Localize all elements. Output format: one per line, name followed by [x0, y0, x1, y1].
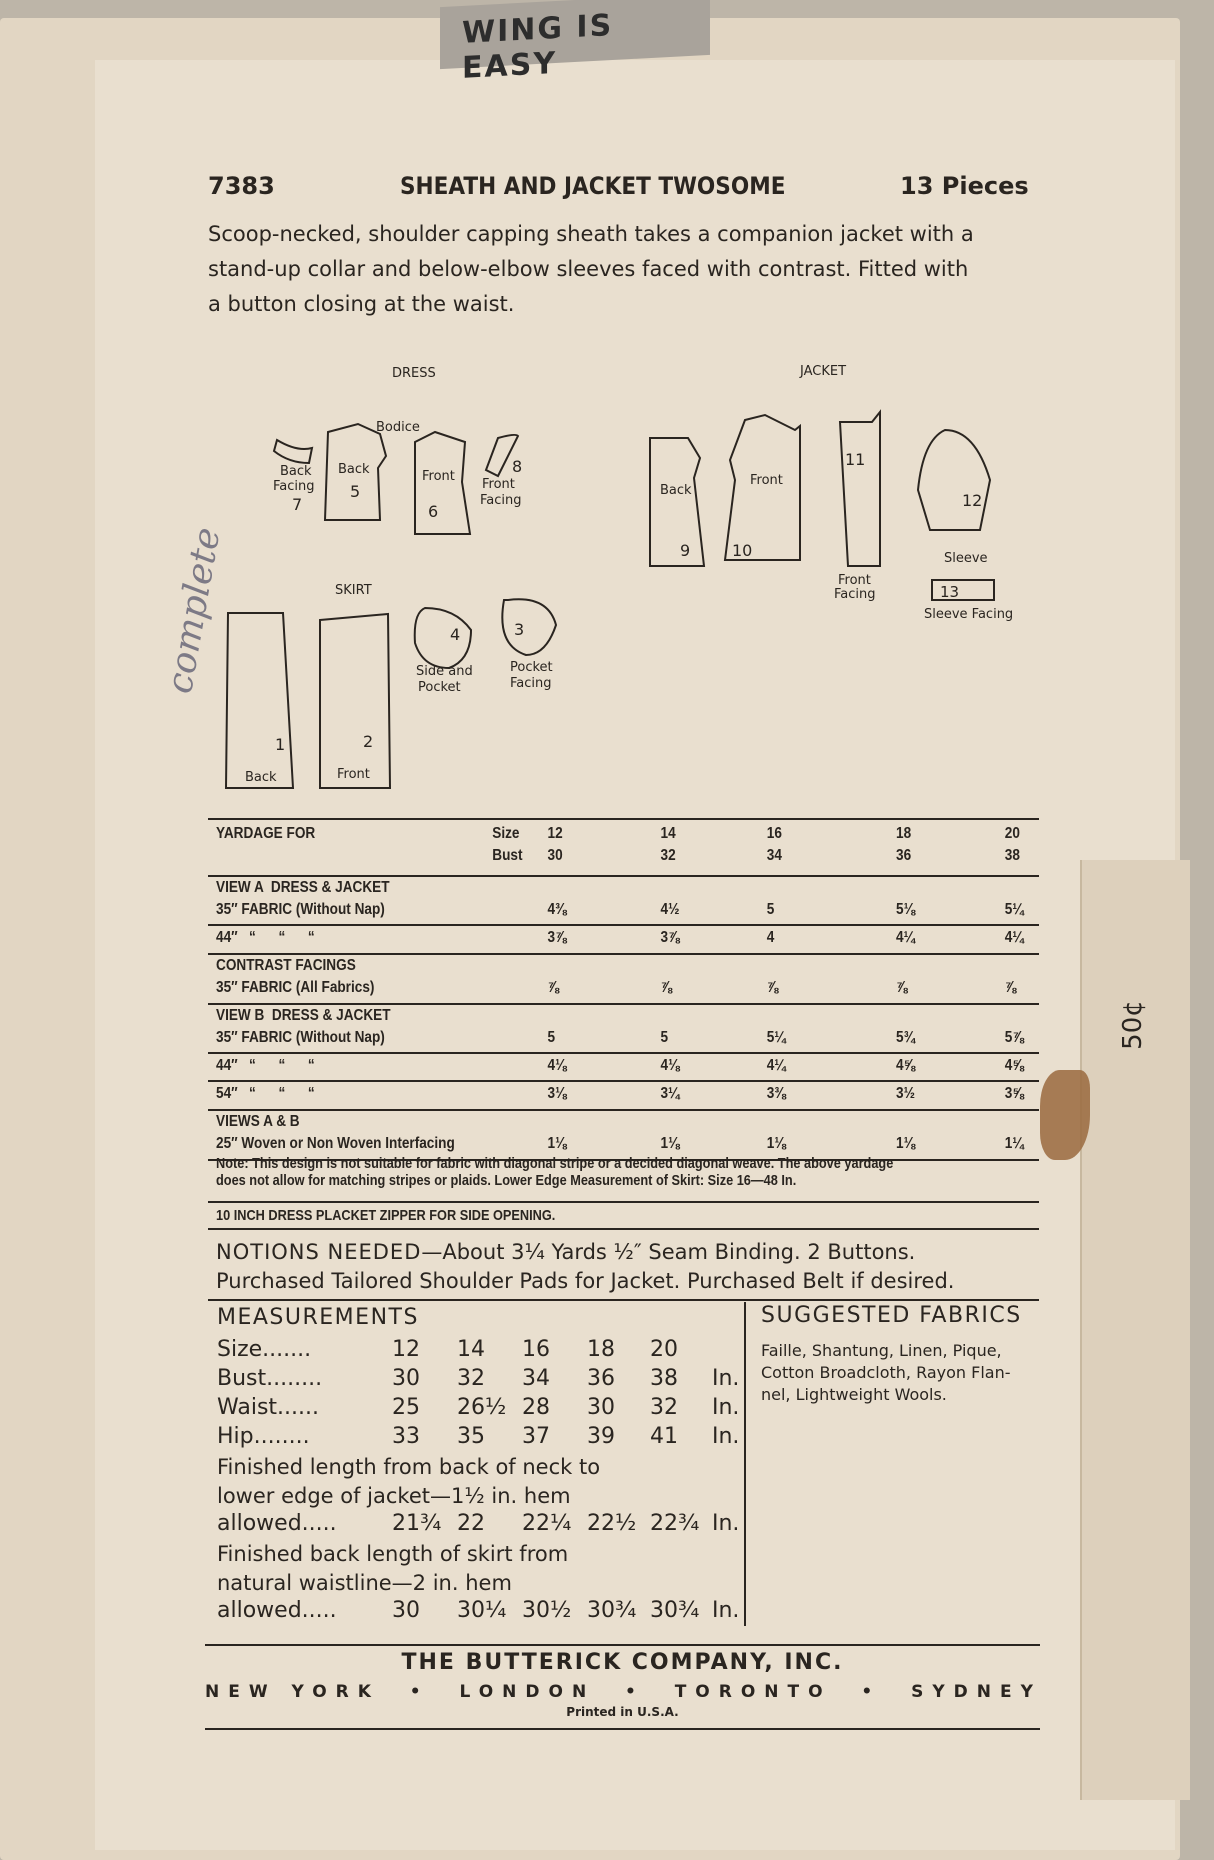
unit: In.: [712, 1511, 740, 1536]
text-line: lower edge of jacket—1½ in. hem: [217, 1484, 571, 1508]
yardage-value: 3⅝: [1004, 1085, 1024, 1102]
piece-skirt-back: [226, 613, 293, 788]
piece-back-facing: [274, 440, 312, 463]
company-cities: NEW YORK • LONDON • TORONTO • SYDNEY: [205, 1682, 1042, 1702]
rule: [208, 1003, 1039, 1005]
measurement-value: 30¾: [587, 1598, 637, 1623]
measurement-value: 38: [650, 1366, 678, 1391]
yardage-value: 4⅜: [547, 901, 567, 918]
size: 14: [660, 825, 676, 842]
yardage-row: [216, 1029, 1024, 1051]
unit: In.: [712, 1395, 740, 1420]
measurement-value: 32: [457, 1366, 485, 1391]
yardage-value: 5¼: [1004, 901, 1024, 918]
piece-number: 6: [428, 502, 439, 521]
yardage-value: 4⅝: [896, 1057, 915, 1074]
piece-label: Pocket: [510, 660, 553, 675]
measurement-value: 22: [457, 1511, 485, 1536]
yardage-group-title: CONTRAST FACINGS: [216, 957, 356, 974]
measurement-value: 37: [522, 1424, 550, 1449]
rule: [208, 953, 1039, 955]
piece-label: Front: [337, 767, 370, 782]
measurement-value: 21¾: [392, 1511, 442, 1536]
yardage-value: 4⅛: [547, 1057, 567, 1074]
yardage-value: 4⅝: [1004, 1057, 1024, 1074]
piece-label: Facing: [273, 479, 315, 494]
row-label: Hip........: [217, 1424, 310, 1449]
notions-line: Purchased Tailored Shoulder Pads for Jacket. Purchased Belt if desired.: [216, 1269, 955, 1293]
measurement-value: 12: [392, 1337, 420, 1362]
company-name: THE BUTTERICK COMPANY, INC.: [401, 1650, 844, 1675]
description-line: stand-up collar and below-elbow sleeves faced with contrast. Fitted with: [208, 257, 969, 281]
jacket-length-text: [217, 1453, 600, 1511]
row-label: allowed.....: [217, 1598, 337, 1623]
description-line: Scoop-necked, shoulder capping sheath takes a companion jacket with a: [208, 222, 974, 246]
piece-number: 4: [450, 625, 461, 644]
piece-number: 5: [350, 482, 361, 501]
yardage-value: 4: [766, 929, 775, 946]
fabric-label: 44″ “ “ “: [216, 1057, 315, 1074]
rule: [208, 1080, 1039, 1082]
yardage-value: 5: [766, 901, 775, 918]
measurement-value: 22¾: [650, 1511, 700, 1536]
measurement-value: 16: [522, 1337, 550, 1362]
fabric-label: 35″ FABRIC (Without Nap): [216, 1029, 385, 1046]
yardage-value: 3⅞: [660, 929, 680, 946]
measurements-heading: MEASUREMENTS: [217, 1305, 419, 1330]
fabric-label: 25″ Woven or Non Woven Interfacing: [216, 1135, 455, 1152]
unit: In.: [712, 1366, 740, 1391]
pattern-pieces-diagram: [0, 0, 1214, 820]
piece-number: 8: [512, 457, 523, 476]
yardage-header-bust: [216, 847, 1020, 869]
measurement-value: 30: [392, 1598, 420, 1623]
yardage-row: [216, 1085, 1024, 1107]
piece-number: 3: [514, 620, 525, 639]
piece-label: Facing: [510, 676, 552, 691]
piece-number: 11: [845, 450, 866, 469]
yardage-value: 4⅛: [660, 1057, 680, 1074]
row-label: Waist......: [217, 1395, 319, 1420]
piece-label: Front: [422, 469, 455, 484]
stain: [1040, 1070, 1090, 1160]
yardage-value: ⅞: [547, 979, 559, 996]
note-line: Note: This design is not suitable for fabric with diagonal stripe or a decided diagonal weave. The above yardage: [216, 1155, 894, 1172]
yardage-value: 1⅛: [896, 1135, 915, 1152]
pattern-number: 7383: [208, 172, 275, 200]
top-banner-text: WING IS EASY: [462, 7, 614, 86]
rule: [208, 818, 1039, 820]
measurement-value: 30¾: [650, 1598, 700, 1623]
piece-number: 10: [732, 541, 753, 560]
label-dress: DRESS: [392, 366, 436, 381]
piece-label: Front: [750, 473, 783, 488]
yardage-group-title: VIEWS A & B: [216, 1113, 300, 1130]
measurement-value: 26½: [457, 1395, 507, 1420]
measurement-value: 18: [587, 1337, 615, 1362]
piece-number: 7: [292, 495, 303, 514]
piece-label: Facing: [834, 587, 876, 602]
fabric-label: 54″ “ “ “: [216, 1085, 315, 1102]
yardage-row: [216, 979, 1017, 1001]
fabrics-list: [761, 1340, 1011, 1406]
piece-sleeve: [918, 430, 990, 530]
yardage-value: 5: [660, 1029, 669, 1046]
yardage-value: 1⅛: [766, 1135, 786, 1152]
bust: 32: [660, 847, 676, 864]
yardage-value: 4¼: [766, 1057, 786, 1074]
yardage-value: ⅞: [766, 979, 779, 996]
rule: [208, 1228, 1039, 1230]
fabric-line: Cotton Broadcloth, Rayon Flan-: [761, 1363, 1011, 1382]
row-label: allowed.....: [217, 1511, 337, 1536]
piece-number: 13: [940, 583, 960, 601]
yardage-value: 4¼: [1004, 929, 1024, 946]
rule: [205, 1644, 1040, 1646]
yardage-group-title: VIEW B DRESS & JACKET: [216, 1007, 391, 1024]
measurement-value: 30½: [522, 1598, 572, 1623]
piece-label: Back: [338, 462, 370, 477]
piece-number: 9: [680, 541, 691, 560]
row-label: Size.......: [217, 1337, 312, 1362]
measurement-value: 34: [522, 1366, 550, 1391]
yardage-header-size: [216, 825, 1020, 847]
notions-line: —About 3¼ Yards ½″ Seam Binding. 2 Buttons.: [421, 1240, 916, 1264]
bust: 36: [896, 847, 912, 864]
yardage-value: 5¾: [896, 1029, 915, 1046]
size-label: Size: [492, 825, 520, 842]
piece-pocket-facing: [502, 599, 556, 655]
measurement-value: 39: [587, 1424, 615, 1449]
measurement-value: 30: [392, 1366, 420, 1391]
size: 20: [1004, 825, 1020, 842]
label-jacket: JACKET: [800, 364, 847, 379]
fabric-label: 35″ FABRIC (Without Nap): [216, 901, 385, 918]
yardage-value: ⅞: [896, 979, 908, 996]
text-line: Finished length from back of neck to: [217, 1455, 601, 1479]
fabric-label: 35″ FABRIC (All Fabrics): [216, 979, 375, 996]
fabric-line: Faille, Shantung, Linen, Pique,: [761, 1341, 1002, 1360]
measurement-value: 22¼: [522, 1511, 572, 1536]
yardage-value: 5¼: [766, 1029, 786, 1046]
piece-label: Front: [838, 573, 871, 588]
piece-side-pocket: [415, 608, 471, 668]
rule: [208, 1201, 1039, 1203]
yardage-value: ⅞: [1004, 979, 1017, 996]
size: 12: [547, 825, 563, 842]
label-skirt: SKIRT: [335, 583, 372, 598]
yardage-value: 3⅞: [547, 929, 567, 946]
yardage-value: ⅞: [660, 979, 672, 996]
yardage-group-title: VIEW A DRESS & JACKET: [216, 879, 390, 896]
note-line: does not allow for matching stripes or plaids. Lower Edge Measurement of Skirt: Size 16—48 In.: [216, 1172, 797, 1189]
bust-label: Bust: [492, 847, 523, 864]
skirt-length-text: [217, 1540, 568, 1598]
measurement-value: 35: [457, 1424, 485, 1449]
measurement-value: 20: [650, 1337, 678, 1362]
yardage-row: [216, 1135, 1024, 1157]
size: 16: [766, 825, 782, 842]
yardage-value: 1⅛: [547, 1135, 567, 1152]
bust: 34: [766, 847, 782, 864]
piece-count: 13 Pieces: [900, 172, 1029, 200]
measurement-value: 14: [457, 1337, 485, 1362]
yardage-value: 3¼: [660, 1085, 680, 1102]
measurement-value: 25: [392, 1395, 420, 1420]
piece-skirt-front: [320, 614, 390, 788]
zipper-note: 10 INCH DRESS PLACKET ZIPPER FOR SIDE OPENING.: [216, 1207, 556, 1224]
measurement-value: 30¼: [457, 1598, 507, 1623]
piece-label: Sleeve: [944, 551, 988, 566]
fabrics-heading: SUGGESTED FABRICS: [761, 1303, 1022, 1328]
piece-number: 12: [962, 491, 983, 510]
piece-label: Front: [482, 477, 515, 492]
piece-label: Back: [280, 464, 312, 479]
yardage-value: 3⅜: [766, 1085, 786, 1102]
yardage-row: [216, 1057, 1024, 1079]
piece-label: Pocket: [418, 680, 461, 695]
piece-label: Sleeve Facing: [924, 607, 1014, 622]
piece-number: 1: [275, 735, 286, 754]
piece-label: Facing: [480, 493, 522, 508]
yardage-value: 1⅛: [660, 1135, 680, 1152]
yardage-value: 5⅛: [896, 901, 915, 918]
rule: [208, 1109, 1039, 1111]
rule: [208, 875, 1039, 877]
yardage-value: 4½: [660, 901, 680, 918]
text-line: natural waistline—2 in. hem: [217, 1571, 512, 1595]
bust: 30: [547, 847, 563, 864]
measurement-value: 30: [587, 1395, 615, 1420]
yardage-value: 4¼: [896, 929, 915, 946]
yardage-note: [216, 1155, 913, 1189]
measurement-value: 22½: [587, 1511, 637, 1536]
rule: [205, 1728, 1040, 1730]
unit: In.: [712, 1424, 740, 1449]
yardage-value: 5⅞: [1004, 1029, 1024, 1046]
fabric-line: nel, Lightweight Wools.: [761, 1385, 947, 1404]
yardage-row: [216, 901, 1024, 923]
measurement-value: 33: [392, 1424, 420, 1449]
piece-jacket-front-facing: [840, 412, 880, 566]
piece-jacket-back: [650, 438, 704, 566]
pattern-title: SHEATH AND JACKET TWOSOME: [400, 172, 786, 200]
column-divider: [744, 1302, 746, 1626]
notions-heading: NOTIONS NEEDED: [216, 1240, 422, 1264]
description-line: a button closing at the waist.: [208, 292, 515, 316]
handwritten-note: complete: [159, 524, 229, 697]
yardage-value: 3⅛: [547, 1085, 567, 1102]
piece-label: Back: [245, 770, 277, 785]
rule: [208, 1299, 1039, 1301]
yardage-value: 5: [547, 1029, 556, 1046]
rule: [208, 924, 1039, 926]
price: 50¢: [1117, 1000, 1148, 1050]
bust: 38: [1004, 847, 1020, 864]
notions: [216, 1238, 954, 1296]
measurement-value: 28: [522, 1395, 550, 1420]
yardage-value: 3½: [896, 1085, 915, 1102]
piece-label: Side and: [416, 664, 473, 679]
size: 18: [896, 825, 912, 842]
piece-label: Back: [660, 483, 692, 498]
text-line: Finished back length of skirt from: [217, 1542, 569, 1566]
row-label: Bust........: [217, 1366, 323, 1391]
rule: [208, 1052, 1039, 1054]
printed-in: Printed in U.S.A.: [566, 1705, 679, 1719]
label-bodice: Bodice: [376, 420, 420, 435]
measurement-value: 32: [650, 1395, 678, 1420]
yardage-title: YARDAGE FOR: [216, 825, 316, 842]
piece-number: 2: [363, 732, 374, 751]
unit: In.: [712, 1598, 740, 1623]
yardage-row: [216, 929, 1024, 951]
measurement-value: 41: [650, 1424, 678, 1449]
fabric-label: 44″ “ “ “: [216, 929, 315, 946]
measurement-value: 36: [587, 1366, 615, 1391]
yardage-value: 1¼: [1004, 1135, 1024, 1152]
